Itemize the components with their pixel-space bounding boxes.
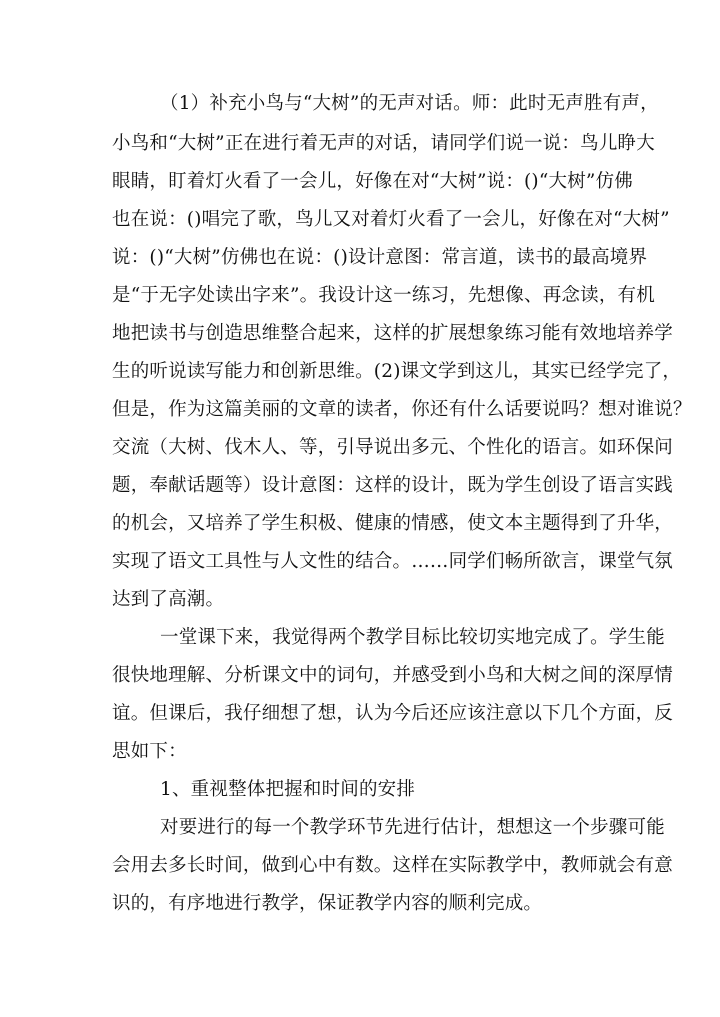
text-line: 地把读书与创造思维整合起来，这样的扩展想象练习能有效地培养学: [112, 323, 674, 344]
text-line: 对要进行的每一个教学环节先进行估计，想想这一个步骤可能: [160, 817, 665, 838]
text-line: 识的，有序地进行教学，保证教学内容的顺利完成。: [112, 893, 543, 914]
text-line: 思如下：: [112, 741, 187, 762]
text-line: 也在说：()唱完了歌，鸟儿又对着灯火看了一会儿，好像在对“大树”: [112, 209, 670, 230]
text-line: 生的听说读写能力和创新思维。(2)课文学到这儿，其实已经学完了，: [112, 361, 682, 382]
text-line: 眼睛，盯着灯火看了一会儿，好像在对“大树”说：()“大树”仿佛: [112, 171, 633, 192]
text-line: 小鸟和“大树”正在进行着无声的对话，请同学们说一说：鸟儿睁大: [112, 133, 655, 154]
section-heading: 1、重视整体把握和时间的安排: [160, 779, 416, 800]
text-line: 说：()“大树”仿佛也在说：()设计意图：常言道，读书的最高境界: [112, 247, 648, 268]
text-line: 实现了语文工具性与人文性的结合。……同学们畅所欲言，课堂气氛: [112, 551, 674, 572]
text-line: 谊。但课后，我仔细想了想，认为今后还应该注意以下几个方面，反: [112, 703, 674, 724]
text-line: 一堂课下来，我觉得两个教学目标比较切实地完成了。学生能: [160, 627, 665, 648]
text-line: 的机会，又培养了学生积极、健康的情感，使文本主题得到了升华，: [112, 513, 674, 534]
text-line: 会用去多长时间，做到心中有数。这样在实际教学中，教师就会有意: [112, 855, 674, 876]
text-line: 交流（大树、伐木人、等，引导说出多元、个性化的语言。如环保问: [112, 437, 674, 458]
text-line: 但是，作为这篇美丽的文章的读者，你还有什么话要说吗？想对谁说？: [112, 399, 692, 420]
text-line: 达到了高潮。: [112, 589, 225, 610]
text-line: （1）补充小鸟与“大树”的无声对话。师：此时无声胜有声，: [160, 93, 659, 114]
text-line: 是“于无字处读出字来”。我设计这一练习，先想像、再念读，有机: [112, 285, 655, 306]
text-line: 题，奉献话题等）设计意图：这样的设计，既为学生创设了语言实践: [112, 475, 674, 496]
text-line: 很快地理解、分析课文中的词句，并感受到小鸟和大树之间的深厚情: [112, 665, 674, 686]
